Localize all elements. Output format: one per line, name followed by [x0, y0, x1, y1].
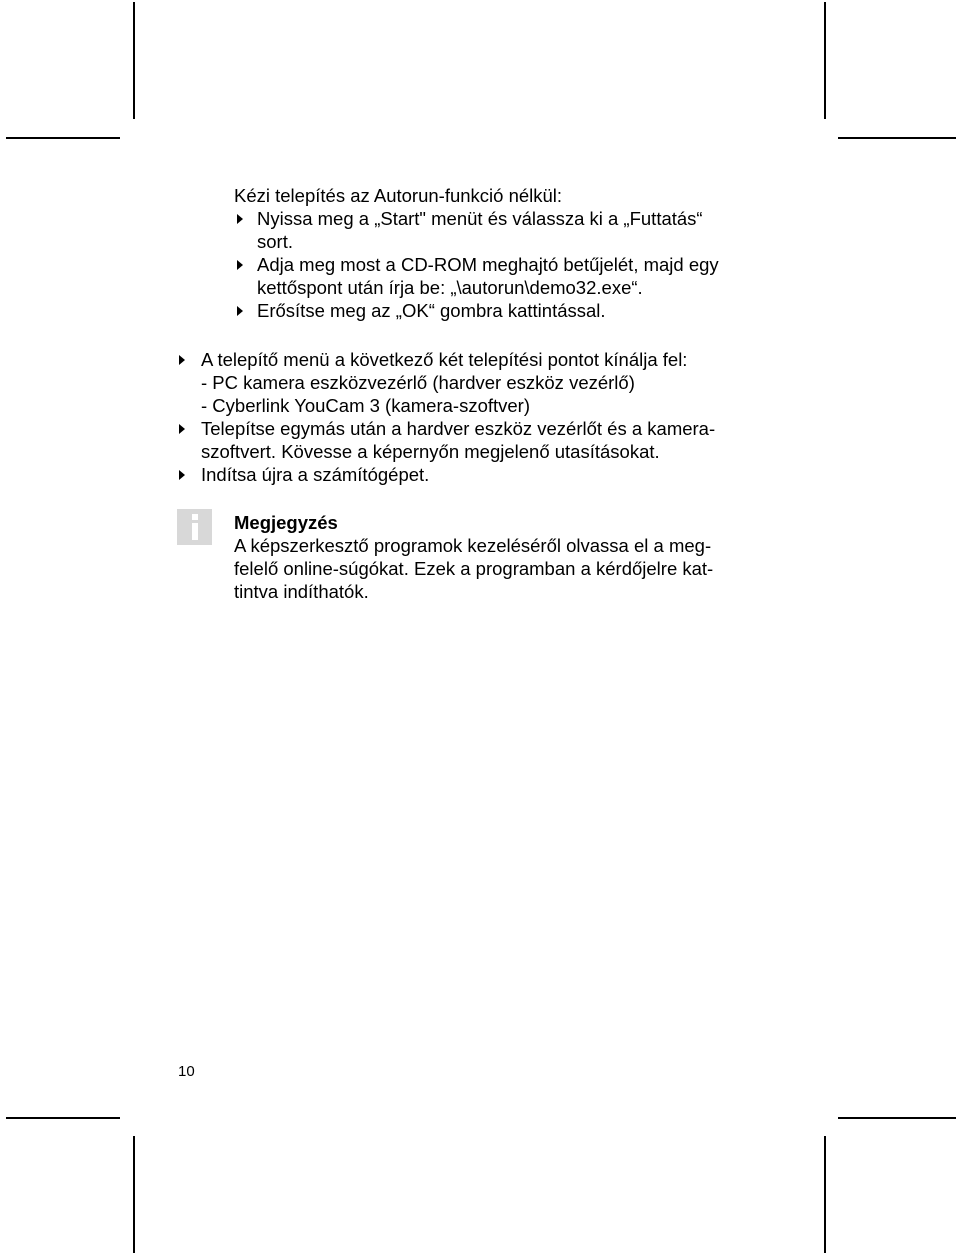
- step-text: Adja meg most a CD-ROM meghajtó betűjelét, majd egy: [257, 254, 719, 275]
- setup-intro: [201, 348, 715, 371]
- info-icon: [177, 509, 212, 545]
- crop-mark: [6, 137, 120, 139]
- bullet-arrow-icon: [237, 260, 243, 270]
- setup-restart-step: [201, 463, 715, 486]
- bullet-arrow-icon: [237, 306, 243, 316]
- manual-install-heading: Kézi telepítés az Autorun-funkció nélkül:: [234, 185, 563, 206]
- step-text: Nyissa meg a „Start" menüt és válassza ki a „Futtatás“: [257, 208, 703, 229]
- step-continuation: sort.: [257, 231, 293, 252]
- setup-install-step: [201, 417, 715, 440]
- setup-intro-text: A telepítő menü a következő két telepítési pontot kínálja fel:: [201, 349, 688, 370]
- page-number: 10: [178, 1063, 195, 1080]
- crop-mark: [824, 1136, 826, 1253]
- step-item: [234, 207, 719, 230]
- setup-install-text: Telepítse egymás után a hardver eszköz vezérlőt és a kamera-: [201, 418, 716, 439]
- crop-mark: [6, 1117, 120, 1119]
- note-line: A képszerkesztő programok kezeléséről olvassa el a meg-: [234, 535, 712, 556]
- note-line: felelő online-súgókat. Ezek a programban a kérdőjelre kat-: [234, 558, 714, 579]
- step-text: Erősítse meg az „OK“ gombra kattintással.: [257, 300, 606, 321]
- note-line: tintva indíthatók.: [234, 581, 369, 602]
- note-title: Megjegyzés: [234, 512, 338, 533]
- step-item: [234, 299, 719, 322]
- bullet-arrow-icon: [179, 470, 185, 480]
- crop-mark: [133, 1136, 135, 1253]
- step-item: [234, 253, 719, 276]
- setup-install-continuation: szoftvert. Kövesse a képernyőn megjelenő utasításokat.: [201, 441, 660, 462]
- setup-option: - Cyberlink YouCam 3 (kamera-szoftver): [201, 395, 530, 416]
- crop-mark: [838, 137, 956, 139]
- manual-install-section: [234, 184, 719, 322]
- crop-mark: [824, 2, 826, 119]
- bullet-arrow-icon: [179, 424, 185, 434]
- setup-menu-section: [201, 348, 715, 486]
- bullet-arrow-icon: [179, 355, 185, 365]
- setup-option: - PC kamera eszközvezérlő (hardver eszköz vezérlő): [201, 372, 635, 393]
- crop-mark: [133, 2, 135, 119]
- step-continuation: kettőspont után írja be: „\autorun\demo32.exe“.: [257, 277, 643, 298]
- note-section: [234, 511, 713, 603]
- crop-mark: [838, 1117, 956, 1119]
- setup-restart-text: Indítsa újra a számítógépet.: [201, 464, 430, 485]
- bullet-arrow-icon: [237, 214, 243, 224]
